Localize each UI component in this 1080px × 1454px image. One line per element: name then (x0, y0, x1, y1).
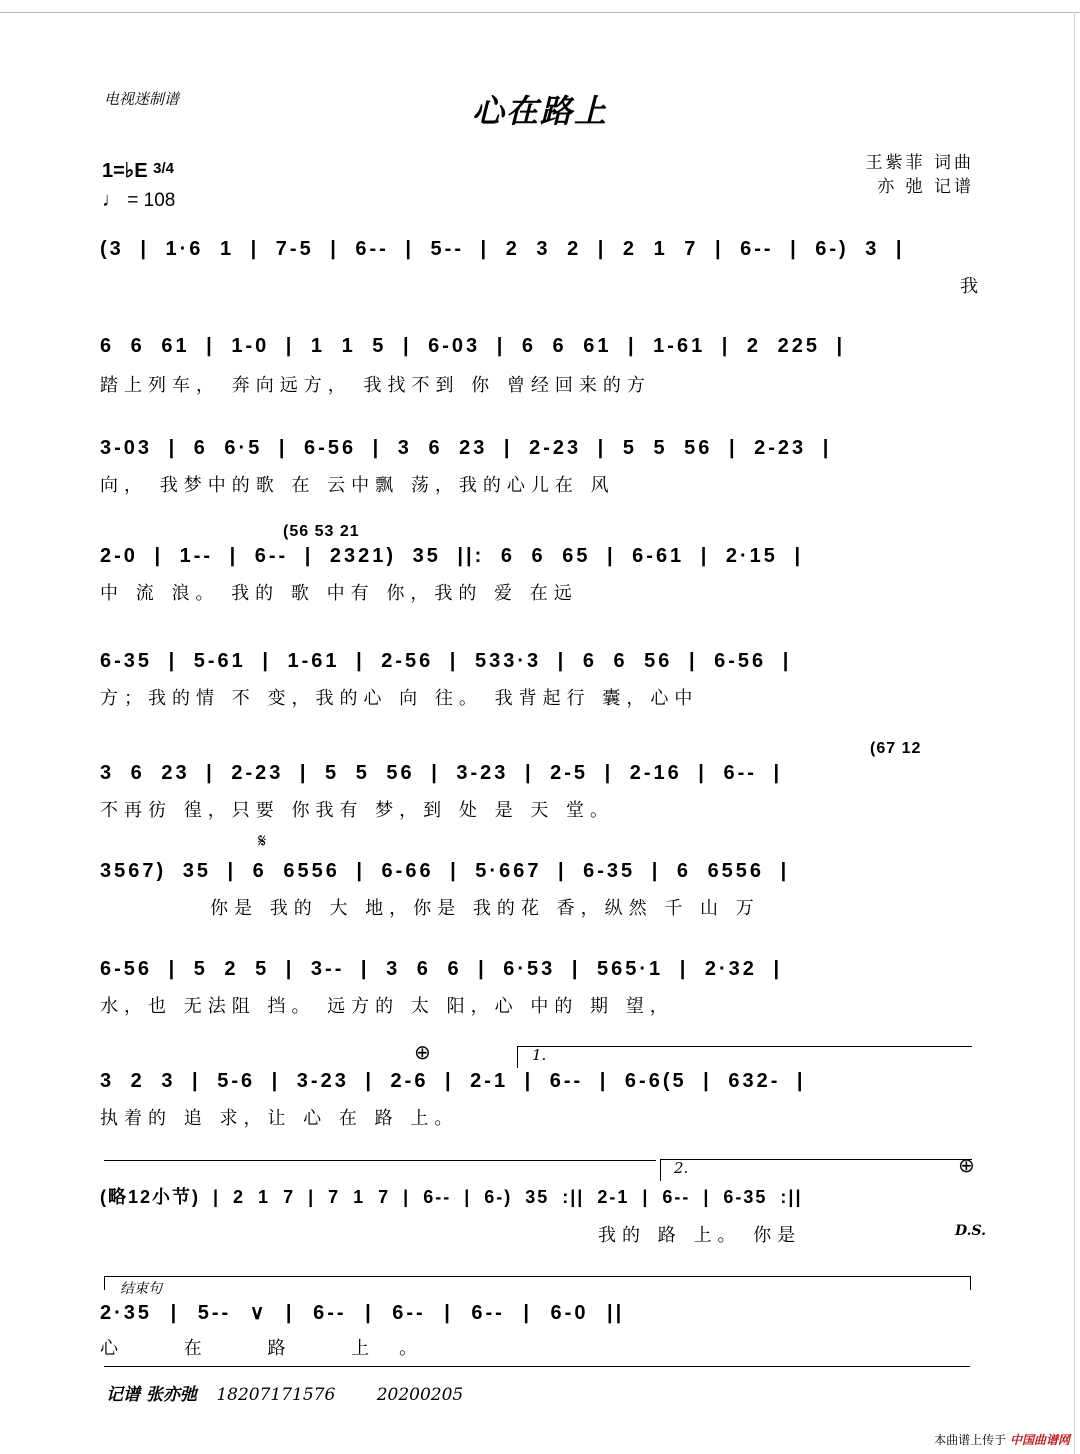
notation-text: 3 2 3 | 5-6 | 3-23 | 2-6 | 2-1 | 6-- | 6-6(5 | 632- | (100, 1070, 806, 1092)
notation-text: (3 | 1·6 1 | 7-5 | 6-- | 5-- | 2 3 2 | 2 1 7 | 6-- | 6-) 3 | (100, 238, 905, 260)
coda-icon: ⊕ (958, 1153, 975, 1177)
credit-words-music: 王紫菲 词曲 (865, 153, 974, 173)
top-rule (0, 12, 1080, 13)
lyrics-text: 水，也 无法阻 挡。 远方的 太 阳，心 中的 期 望， (100, 996, 674, 1017)
lyrics-text: 不再彷 徨，只要 你我有 梦，到 处 是 天 堂。 (100, 800, 615, 821)
ending-bracket (104, 1276, 970, 1277)
notation-text: 6-35 | 5-61 | 1-61 | 2-56 | 533·3 | 6 6 56 | 6-56 | (100, 650, 792, 672)
score-line-3 (0, 437, 1080, 557)
key-time-signature (102, 158, 174, 183)
volta-bracket-1 (517, 1046, 972, 1047)
notation-text: 2-0 | 1-- | 6-- | 2321) 35 ||: 6 6 65 | 6-61 | 2·15 | (100, 545, 804, 567)
song-title: 心在路上 (471, 92, 608, 130)
ornament-notes: (56 53 21 (283, 523, 360, 540)
lyrics-text: 向， 我梦中的歌 在 云中飘 荡，我的心儿在 风 (100, 475, 615, 496)
lyrics-text: 我 (960, 276, 980, 297)
score-line-9 (0, 1040, 1080, 1190)
coda-icon: ⊕ (414, 1040, 431, 1064)
notation-text: 2·35 | 5-- ∨ | 6-- | 6-- | 6-- | 6-0 || (100, 1302, 625, 1324)
producer-label: 电视迷制谱 (104, 90, 180, 108)
volta-bracket-2 (660, 1159, 972, 1160)
score-line-10 (0, 1153, 1080, 1303)
site-logo[interactable]: 中国曲谱网 (1009, 1433, 1070, 1447)
dal-segno-mark: D.S. (955, 1223, 987, 1239)
footer-phone: 18207171576 (216, 1385, 336, 1405)
notation-text: 6-56 | 5 2 5 | 3-- | 3 6 6 | 6·53 | 565·1 | 2·32 | (100, 958, 783, 980)
volta-bracket-2-side (660, 1159, 661, 1181)
segno-icon: 𝄋 (258, 830, 267, 852)
quarter-note-icon: ♩ (102, 189, 122, 211)
lyrics-row (100, 272, 980, 302)
lyrics-text: 你是 我的 大 地，你是 我的花 香，纵然 千 山 万 (210, 898, 760, 919)
lyrics-text: 中 流 浪。 我的 歌 中有 你，我的 爱 在远 (100, 583, 578, 604)
time-signature: 3/4 (153, 160, 174, 177)
notation-text: 3-03 | 6 6·5 | 6-56 | 3 6 23 | 2-23 | 5 5 56 | 2-23 | (100, 437, 832, 459)
lyrics-text: 执着的 追 求，让 心 在 路 上。 (100, 1108, 459, 1129)
uploader-text: 本曲谱上传于 (934, 1433, 1007, 1447)
lyrics-text: 踏上列车， 奔向远方， 我找不到 你 曾经回来的方 (100, 375, 651, 396)
ending-label: 结束句 (120, 1281, 162, 1297)
footer-rule (104, 1366, 970, 1367)
footer-date: 20200205 (376, 1385, 464, 1405)
notation-text: (略12小节) | 2 1 7 | 7 1 7 | 6-- | 6-) 35 :|| 2-1 | 6-- | 6-35 :|| (100, 1187, 803, 1207)
tempo-marking (102, 189, 175, 212)
ornament-notes: (67 12 (870, 740, 922, 757)
ending-bracket-right (970, 1276, 971, 1290)
uploader-credit (934, 1431, 1070, 1448)
notation-text: 6 6 61 | 1-0 | 1 1 5 | 6-03 | 6 6 61 | 1-61 | 2 225 | (100, 335, 846, 357)
coda-section-rule (104, 1160, 656, 1161)
key-signature: 1=♭E (102, 160, 148, 182)
credit-transcriber: 亦 弛 记谱 (877, 177, 974, 197)
volta-bracket-1-side (517, 1046, 518, 1068)
score-line-4 (0, 523, 1080, 665)
lyrics-text: 方；我的情 不 变，我的心 向 往。 我背起行 囊，心中 (100, 688, 699, 709)
tempo-value: = 108 (127, 190, 176, 211)
volta-number-1: 1. (532, 1046, 547, 1064)
notation-text: 3 6 23 | 2-23 | 5 5 56 | 3-23 | 2-5 | 2-16 | 6-- | (100, 762, 783, 784)
lyrics-text: 心 在 路 上。 (100, 1338, 448, 1359)
footer-signature: 记谱 张亦弛 (106, 1385, 197, 1405)
footer-signature-block (106, 1380, 463, 1405)
notation-text: 3567) 35 | 6 6556 | 6-66 | 5·667 | 6-35 | 6 6556 | (100, 860, 790, 882)
lyrics-text: 我的 路 上。 你是 (598, 1225, 802, 1246)
ending-bracket-left (104, 1276, 105, 1290)
volta-number-2: 2. (674, 1159, 689, 1177)
